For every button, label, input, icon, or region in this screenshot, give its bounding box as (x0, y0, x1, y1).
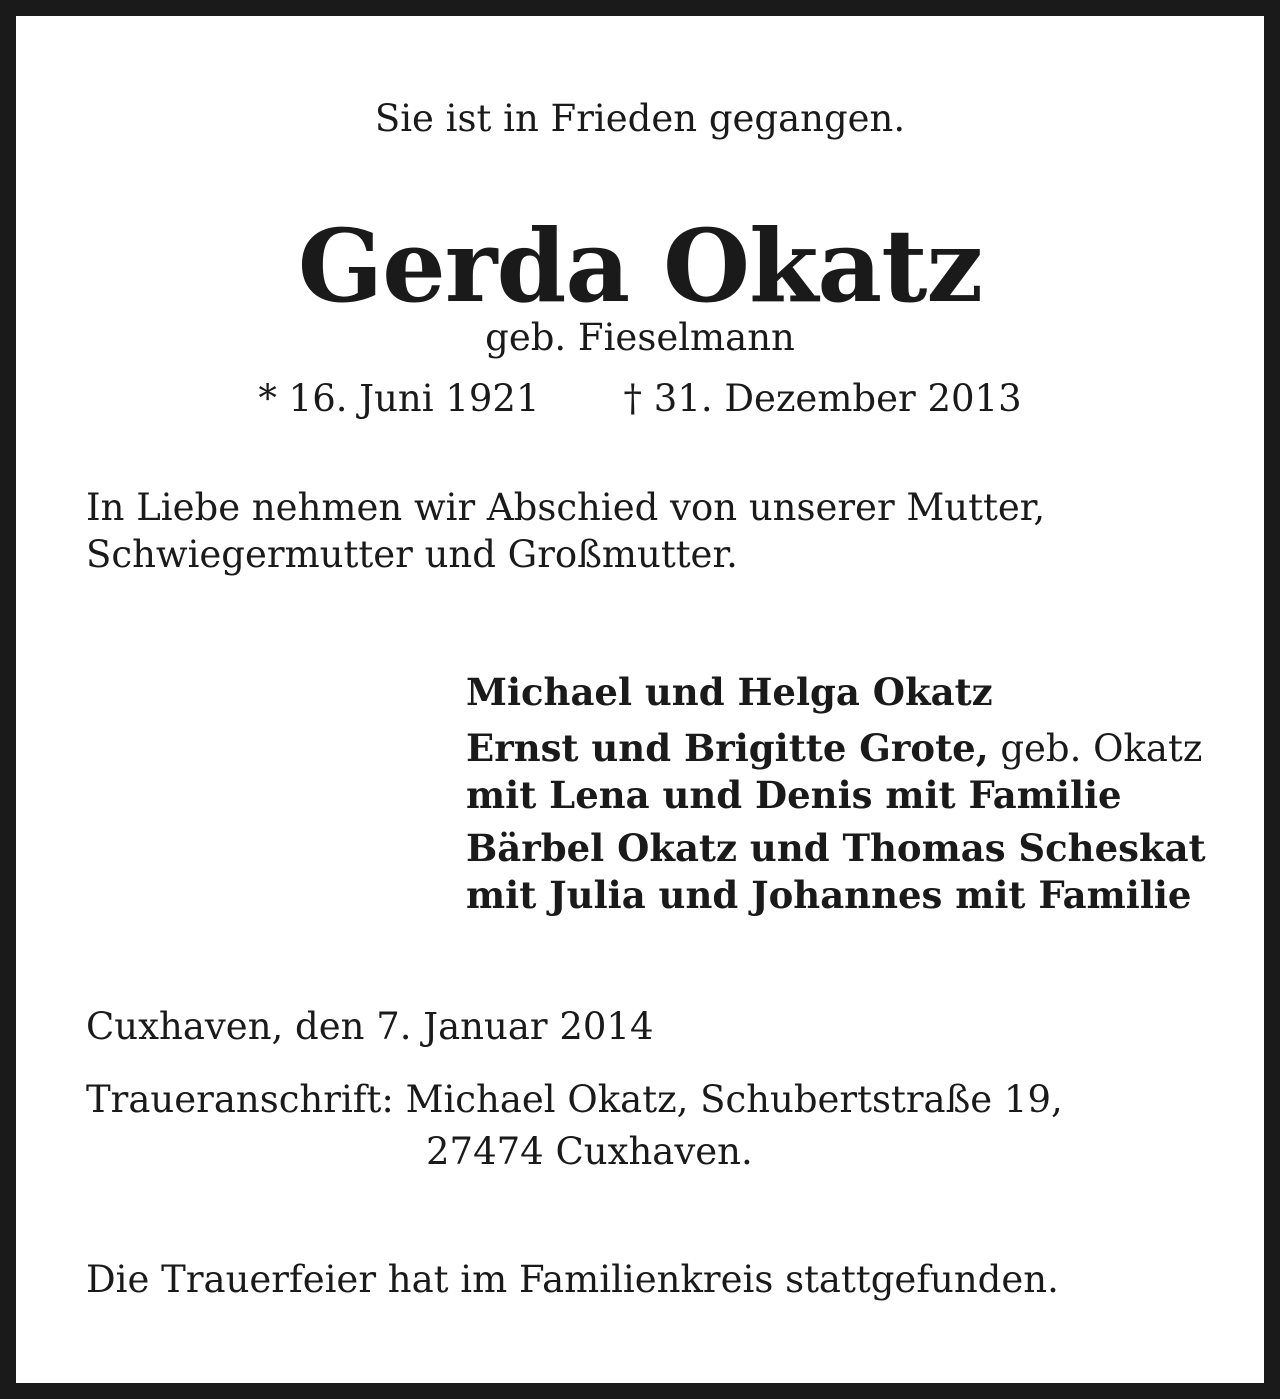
life-dates (16, 377, 1264, 420)
motto: Sie ist in Frieden gegangen. (374, 97, 906, 140)
place-date: Cuxhaven, den 7. Januar 2014 (86, 1005, 654, 1048)
birth-date: * 16. Juni 1921 (258, 377, 540, 420)
death-date: † 31. Dezember 2013 (623, 377, 1022, 420)
signatory-name: Ernst und Brigitte Grote, (466, 726, 989, 770)
signatory-line: mit Julia und Johannes mit Familie (466, 873, 1192, 917)
mourning-address: Traueranschrift: Michael Okatz, Schubertstraße 19, (86, 1078, 1063, 1121)
signatory-line: Michael und Helga Okatz (466, 670, 993, 714)
deceased-name: Gerda Okatz (297, 207, 983, 325)
maiden-name: geb. Fieselmann (485, 316, 795, 359)
farewell-text-line: Schwiegermutter und Großmutter. (86, 533, 738, 576)
signatory-line (466, 726, 1203, 770)
signatory-maiden-name: geb. Okatz (988, 727, 1203, 770)
ceremony-note: Die Trauerfeier hat im Familienkreis stattgefunden. (86, 1258, 1059, 1301)
farewell-text-line: In Liebe nehmen wir Abschied von unserer Mutter, (86, 486, 1046, 529)
mourning-address-city: 27474 Cuxhaven. (426, 1130, 753, 1173)
signatory-line: Bärbel Okatz und Thomas Scheskat (466, 826, 1206, 870)
signatory-line: mit Lena und Denis mit Familie (466, 773, 1122, 817)
